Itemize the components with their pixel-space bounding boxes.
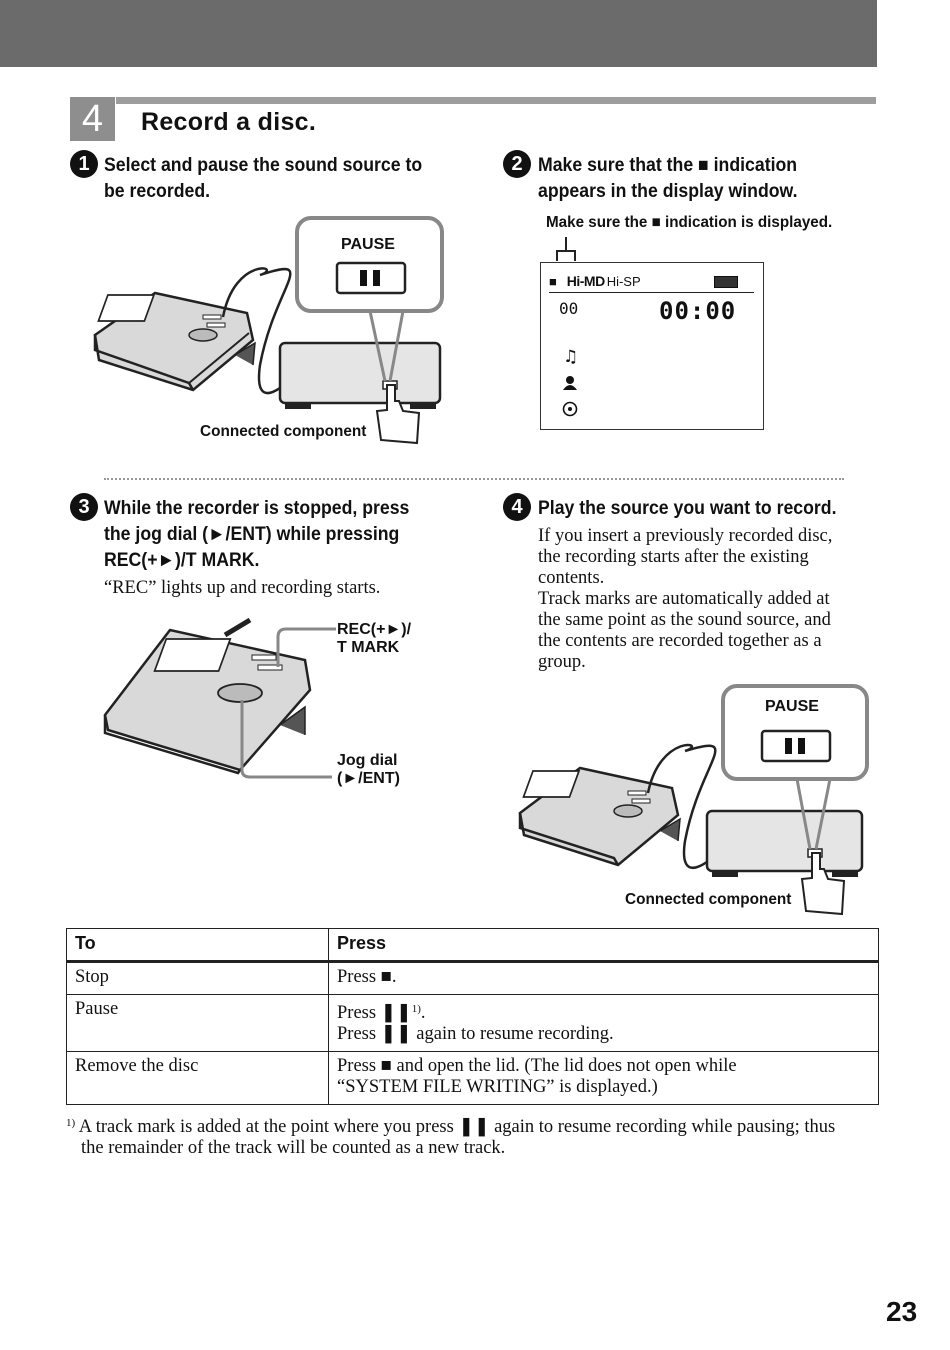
table-cell-press <box>329 1052 879 1105</box>
battery-icon <box>714 276 738 288</box>
step-1-heading <box>104 153 422 205</box>
table-cell-to: Pause <box>67 995 329 1052</box>
footnote-line: the remainder of the track will be counted as a new track. <box>81 1138 506 1158</box>
figure-4-connected-label: Connected component <box>625 891 792 908</box>
table-row <box>67 995 879 1052</box>
table-cell-press <box>329 962 879 995</box>
step-2-heading-line: Make sure that the ■ indication <box>538 155 798 176</box>
table-cell-line: Press ■ and open the lid. (The lid does not open while <box>337 1056 737 1076</box>
table-cell-press <box>329 995 879 1052</box>
table-cell-line: Press ■. <box>337 967 397 987</box>
artist-icon <box>562 375 578 391</box>
step-4-body <box>538 526 832 673</box>
section-divider <box>104 478 844 480</box>
section-title: Record a disc. <box>141 108 317 136</box>
figure-4-pause-label: PAUSE <box>765 698 819 715</box>
figure-3-illustration <box>100 615 340 790</box>
table-header-row <box>67 929 879 962</box>
table-cell-line: Press ❚❚$^{1)}$. <box>337 1003 426 1023</box>
step-1-number: 1 <box>70 150 98 178</box>
step-4-body-line: contents. <box>538 568 605 588</box>
header-bar <box>0 0 877 67</box>
table-cell-to: Stop <box>67 962 329 995</box>
table-cell-line: Press ❚❚ again to resume recording. <box>337 1024 614 1044</box>
display-status-row <box>549 272 754 293</box>
rec-t-mark-label <box>337 621 411 657</box>
step-1-heading-line: be recorded. <box>104 181 211 202</box>
section-rule <box>116 97 876 104</box>
figure-1-connected-label: Connected component <box>200 423 367 440</box>
section-number: 4 <box>70 97 115 141</box>
step-4-number: 4 <box>503 493 531 521</box>
display-time: 00:00 <box>659 297 737 325</box>
operations-table <box>66 928 879 1105</box>
footnote-mark: 1) <box>66 1117 76 1129</box>
display-track-number: 00 <box>559 299 579 318</box>
step-4-body-line: the same point as the sound source, and <box>538 610 831 630</box>
step-4-body-line: Track marks are automatically added at <box>538 589 830 609</box>
stop-indication-icon: ■ <box>549 274 557 289</box>
step-3-body: “REC” lights up and recording starts. <box>104 578 381 598</box>
table-header-to: To <box>67 929 329 962</box>
step-4-body-line: the contents are recorded together as a <box>538 631 822 651</box>
step-3-number: 3 <box>70 493 98 521</box>
figure-4-illustration <box>510 683 875 918</box>
step-4-body-line: If you insert a previously recorded disc, <box>538 526 833 546</box>
table-cell-line-text: Press ❚❚ <box>337 1003 412 1023</box>
step-4-body-line: group. <box>538 652 586 672</box>
step-3-heading-line: While the recorder is stopped, press <box>104 498 410 519</box>
music-note-icon: ♫ <box>563 347 579 367</box>
footnote-reference: 1) <box>411 1003 421 1015</box>
footnote-line <box>66 1113 881 1138</box>
jog-dial-label <box>337 752 400 788</box>
table-row <box>67 1052 879 1105</box>
table-cell-to: Remove the disc <box>67 1052 329 1105</box>
step-3-heading <box>104 496 409 574</box>
figure-1-illustration <box>85 215 450 450</box>
display-window-pointer <box>555 237 579 263</box>
figure-2-caption: Make sure the ■ indication is displayed. <box>546 214 833 231</box>
step-3-heading-line: REC(+►)/T MARK. <box>104 550 260 571</box>
table-header-press: Press <box>329 929 879 962</box>
rec-t-mark-label-line: REC(+►)/ <box>337 621 412 638</box>
step-3-heading-line: the jog dial (►/ENT) while pressing <box>104 524 400 545</box>
rec-t-mark-label-line: T MARK <box>337 639 400 656</box>
disc-icon <box>562 401 578 417</box>
jog-dial-label-line: Jog dial <box>337 752 398 769</box>
step-1-heading-line: Select and pause the sound source to <box>104 155 423 176</box>
jog-dial-label-line: (►/ENT) <box>337 770 400 787</box>
table-row <box>67 962 879 995</box>
figure-1-pause-label: PAUSE <box>341 236 395 253</box>
display-mode: Hi-SP <box>606 274 641 289</box>
footnote <box>66 1113 881 1159</box>
step-4-body-line: the recording starts after the existing <box>538 547 809 567</box>
step-4-heading-line: Play the source you want to record. <box>538 498 837 519</box>
display-brand: Hi-MD <box>566 273 605 289</box>
step-2-number: 2 <box>503 150 531 178</box>
step-4-heading <box>538 496 837 522</box>
step-2-heading <box>538 153 798 205</box>
page-number: 23 <box>886 1296 918 1327</box>
step-2-heading-line: appears in the display window. <box>538 181 798 202</box>
display-window <box>540 262 764 430</box>
table-cell-line: “SYSTEM FILE WRITING” is displayed.) <box>337 1077 658 1097</box>
footnote-text: A track mark is added at the point where you press ❚❚ again to resume recording while pausing; thus <box>78 1117 836 1137</box>
